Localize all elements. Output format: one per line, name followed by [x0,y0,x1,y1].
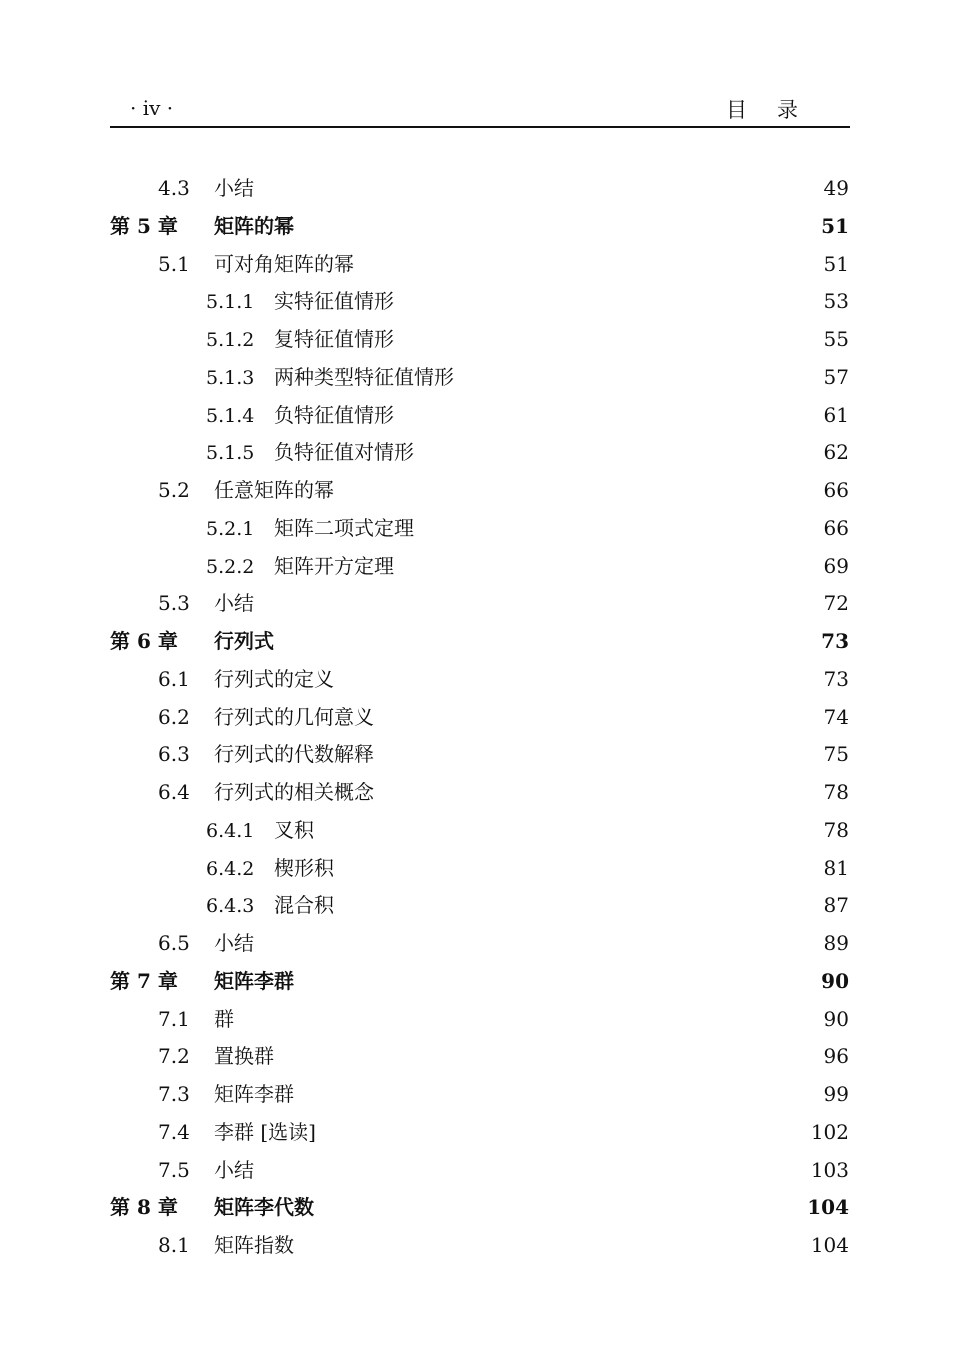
entry-title: 行列式的代数解释 [214,742,374,767]
entry-title: 任意矩阵的幂 [214,478,334,502]
entry-title: 矩阵李代数 [214,1195,314,1220]
entry-page-number: 51 [823,251,849,276]
entry-number: 5.1.5 [206,442,255,465]
entry-page-number: 62 [823,440,849,465]
entry-title: 行列式的定义 [214,666,334,691]
entry-number: 5.1 [158,251,190,276]
toc-entry-sub[interactable] [206,362,849,392]
entry-page-number: 81 [823,855,849,880]
toc-entry-section[interactable] [158,1155,849,1185]
entry-title: 小结 [214,931,254,955]
entry-number: 6.4 [158,780,190,804]
toc-entry-chapter[interactable] [110,211,849,241]
toc-entry-section[interactable] [158,249,849,279]
entry-title: 小结 [214,1157,254,1182]
toc-entry-sub[interactable] [206,513,849,543]
entry-page-number: 73 [821,629,849,653]
entry-number: 6.5 [158,931,190,955]
entry-number: 4.3 [158,176,190,200]
entry-number: 5.2.1 [206,517,255,540]
entry-title: 负特征值情形 [274,402,394,427]
toc-entry-section[interactable] [158,928,849,958]
entry-title: 矩阵二项式定理 [274,515,414,540]
entry-title: 实特征值情形 [274,289,394,314]
entry-page-number: 75 [823,742,849,767]
toc-entry-section[interactable] [158,702,849,732]
entry-title: 叉积 [274,817,314,842]
entry-number: 6.1 [158,666,190,691]
entry-number: 7.5 [158,1157,190,1182]
toc-entry-section[interactable] [158,664,849,694]
entry-page-number: 78 [823,817,849,842]
entry-title: 矩阵的幂 [214,213,294,238]
entry-number: 7.4 [158,1119,190,1144]
entry-number: 8.1 [158,1233,190,1257]
entry-number: 6.4.1 [206,819,255,842]
entry-title: 楔形积 [274,855,334,880]
entry-number: 6.3 [158,742,190,767]
toc-entry-chapter[interactable] [110,966,849,996]
entry-page-number: 73 [823,666,849,691]
header-rule [110,126,850,128]
entry-page-number: 102 [810,1119,849,1144]
entry-page-number: 90 [823,1006,849,1031]
toc-entry-sub[interactable] [206,815,849,845]
entry-number: 5.2 [158,478,190,502]
toc-entry-sub[interactable] [206,890,849,920]
entry-page-number: 66 [823,515,849,540]
entry-title: 行列式的几何意义 [214,704,374,729]
entry-title: 群 [214,1006,234,1031]
entry-title: 两种类型特征值情形 [274,364,454,389]
entry-page-number: 74 [823,704,849,729]
entry-number: 5.1.2 [206,329,255,351]
entry-page-number: 104 [807,1195,849,1220]
entry-title: 负特征值对情形 [274,440,414,465]
entry-page-number: 72 [823,591,849,616]
toc-entry-chapter[interactable] [110,626,849,656]
entry-page-number: 57 [823,364,849,389]
entry-number: 6.4.2 [206,857,255,880]
entry-title: 置换群 [214,1044,274,1069]
entry-title: 行列式的相关概念 [214,780,374,804]
entry-number: 第 7 章 [110,968,178,993]
entry-page-number: 90 [821,968,849,993]
entry-title: 李群 [选读] [214,1119,316,1144]
entry-title: 矩阵指数 [214,1233,294,1257]
entry-title: 矩阵李群 [214,968,294,993]
entry-number: 6.2 [158,704,190,729]
entry-page-number: 66 [823,478,849,502]
entry-page-number: 99 [823,1082,849,1106]
entry-title: 矩阵开方定理 [274,553,394,578]
toc-entry-sub[interactable] [206,400,849,430]
toc-entry-section[interactable] [158,475,849,505]
toc-entry-section[interactable] [158,1041,849,1071]
toc-entry-chapter[interactable] [110,1192,849,1222]
running-header-title: 目录 [726,98,828,122]
entry-page-number: 96 [823,1044,849,1069]
entry-number: 5.3 [158,591,190,616]
entry-title: 小结 [214,176,254,200]
entry-title: 可对角矩阵的幂 [214,251,354,276]
entry-number: 第 5 章 [110,213,178,238]
entry-number: 第 6 章 [110,629,178,653]
toc-entry-sub[interactable] [206,437,849,467]
page-number-header: · iv · [130,96,174,120]
entry-page-number: 53 [823,289,849,314]
toc-entry-sub[interactable] [206,286,849,316]
toc-entry-sub[interactable] [206,853,849,883]
entry-number: 6.4.3 [206,895,255,918]
toc-entry-section[interactable] [158,739,849,769]
toc-entry-section[interactable] [158,1079,849,1109]
toc-entry-section[interactable] [158,173,849,203]
entry-number: 5.1.3 [206,366,255,389]
entry-page-number: 69 [823,553,849,578]
entry-number: 7.1 [158,1006,190,1031]
entry-page-number: 51 [821,213,849,238]
entry-page-number: 61 [823,402,849,427]
entry-page-number: 103 [810,1157,849,1182]
toc-entry-section[interactable] [158,1117,849,1147]
entry-page-number: 78 [823,780,849,804]
toc-entry-sub[interactable] [206,551,849,581]
entry-number: 5.2.2 [206,555,255,578]
entry-number: 5.1.1 [206,291,255,314]
entry-title: 行列式 [214,629,274,653]
toc-entry-section[interactable] [158,588,849,618]
entry-number: 第 8 章 [110,1195,178,1220]
entry-title: 复特征值情形 [274,327,394,351]
entry-title: 混合积 [274,893,334,918]
entry-page-number: 104 [810,1233,849,1257]
toc-entry-sub[interactable] [206,324,849,354]
toc-entry-section[interactable] [158,1230,849,1260]
entry-number: 5.1.4 [206,404,255,427]
entry-title: 矩阵李群 [214,1082,294,1106]
entry-title: 小结 [214,591,254,616]
toc-entry-section[interactable] [158,1004,849,1034]
entry-page-number: 55 [823,327,849,351]
toc-entry-section[interactable] [158,777,849,807]
entry-page-number: 49 [823,176,849,200]
entry-number: 7.2 [158,1044,190,1069]
entry-page-number: 89 [823,931,849,955]
entry-page-number: 87 [823,893,849,918]
entry-number: 7.3 [158,1082,190,1106]
